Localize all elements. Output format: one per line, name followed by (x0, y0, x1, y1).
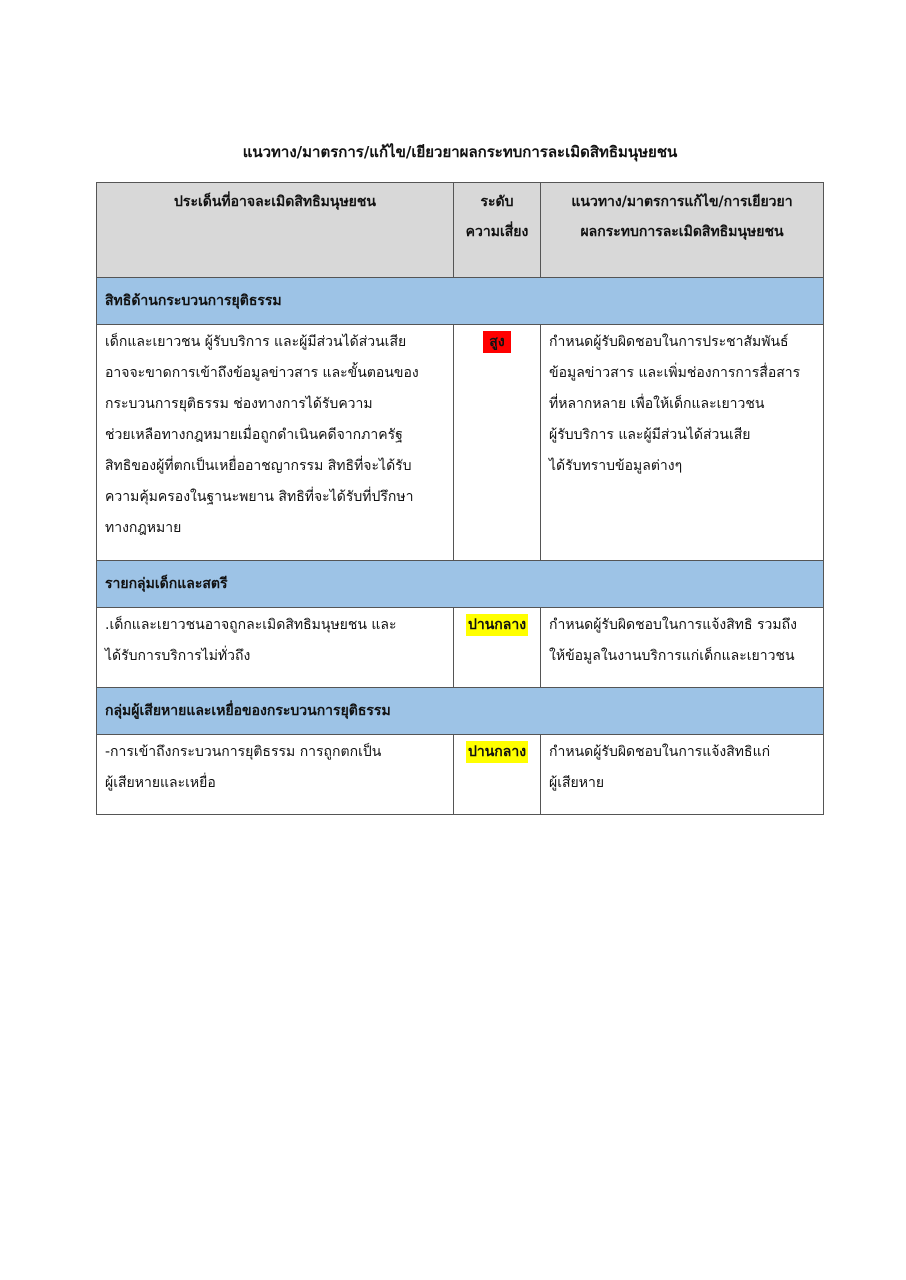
table-row (97, 608, 824, 688)
measure-text-line: ให้ข้อมูลในงานบริการแก่เด็กและเยาวชน (549, 648, 795, 664)
measure-text-line: ข้อมูลข่าวสาร และเพิ่มช่องการการสื่อสาร (549, 365, 801, 381)
measure-text-line: กำหนดผู้รับผิดชอบในการแจ้งสิทธิ รวมถึง (549, 617, 797, 633)
risk-level-badge: ปานกลาง (466, 614, 528, 636)
header-risk-label-2: ความเสี่ยง (465, 224, 529, 240)
risk-cell (454, 325, 541, 561)
risk-level-badge: ปานกลาง (466, 741, 528, 763)
measure-text-line: ที่หลากหลาย เพื่อให้เด็กและเยาวชน (549, 396, 765, 412)
table-row (97, 735, 824, 815)
issue-text-line: กระบวนการยุติธรรม ช่องทางการได้รับความ (105, 396, 373, 412)
risk-level-badge: สูง (483, 331, 510, 353)
issue-cell (97, 325, 454, 561)
issue-text-line: ได้รับการบริการไม่ทั่วถึง (105, 648, 251, 664)
header-issue (97, 183, 454, 278)
header-measure (541, 183, 824, 278)
issue-text-line: เด็กและเยาวชน ผู้รับบริการ และผู้มีส่วนได้ส่วนเสีย (105, 334, 407, 350)
header-issue-label: ประเด็นที่อาจละเมิดสิทธิมนุษยชน (174, 194, 376, 210)
measure-cell (541, 735, 824, 815)
header-risk (454, 183, 541, 278)
risk-cell (454, 608, 541, 688)
section-row (97, 688, 824, 735)
measure-cell (541, 608, 824, 688)
measure-text-line: ผู้เสียหาย (549, 775, 605, 791)
header-measure-label-2: ผลกระทบการละเมิดสิทธิมนุษยชน (580, 224, 784, 240)
measure-text-line: กำหนดผู้รับผิดชอบในการประชาสัมพันธ์ (549, 334, 789, 350)
issue-cell (97, 735, 454, 815)
header-measure-label-1: แนวทาง/มาตรการแก้ไข/การเยียวยา (571, 194, 793, 210)
document-title: แนวทาง/มาตรการ/แก้ไข/เยียวยาผลกระทบการละเมิดสิทธิมนุษยชน (242, 143, 678, 161)
section-title: สิทธิด้านกระบวนการยุติธรรม (97, 278, 824, 325)
risk-cell (454, 735, 541, 815)
section-row (97, 561, 824, 608)
human-rights-table (96, 182, 824, 815)
table-row (97, 325, 824, 561)
issue-text-line: ทางกฎหมาย (105, 520, 182, 536)
issue-text-line: .เด็กและเยาวชนอาจถูกละเมิดสิทธิมนุษยชน และ (105, 617, 397, 633)
measure-text-line: ได้รับทราบข้อมูลต่างๆ (549, 458, 683, 474)
section-title: รายกลุ่มเด็กและสตรี (97, 561, 824, 608)
measure-cell (541, 325, 824, 561)
issue-text-line: ความคุ้มครองในฐานะพยาน สิทธิที่จะได้รับที่ปรึกษา (105, 489, 414, 505)
issue-text-line: ผู้เสียหายและเหยื่อ (105, 775, 216, 791)
section-row (97, 278, 824, 325)
section-title: กลุ่มผู้เสียหายและเหยื่อของกระบวนการยุติธรรม (97, 688, 824, 735)
issue-text-line: -การเข้าถึงกระบวนการยุติธรรม การถูกตกเป็น (105, 744, 382, 760)
measure-text-line: กำหนดผู้รับผิดชอบในการแจ้งสิทธิแก่ (549, 744, 771, 760)
issue-text-line: อาจจะขาดการเข้าถึงข้อมูลข่าวสาร และขั้นตอนของ (105, 365, 419, 381)
issue-text-line: สิทธิของผู้ที่ตกเป็นเหยื่ออาชญากรรม สิทธิที่จะได้รับ (105, 458, 412, 474)
issue-cell (97, 608, 454, 688)
measure-text-line: ผู้รับบริการ และผู้มีส่วนได้ส่วนเสีย (549, 427, 751, 443)
table-header-row (97, 183, 824, 278)
issue-text-line: ช่วยเหลือทางกฎหมายเมื่อถูกดำเนินคดีจากภาครัฐ (105, 427, 403, 443)
header-risk-label-1: ระดับ (480, 194, 514, 210)
